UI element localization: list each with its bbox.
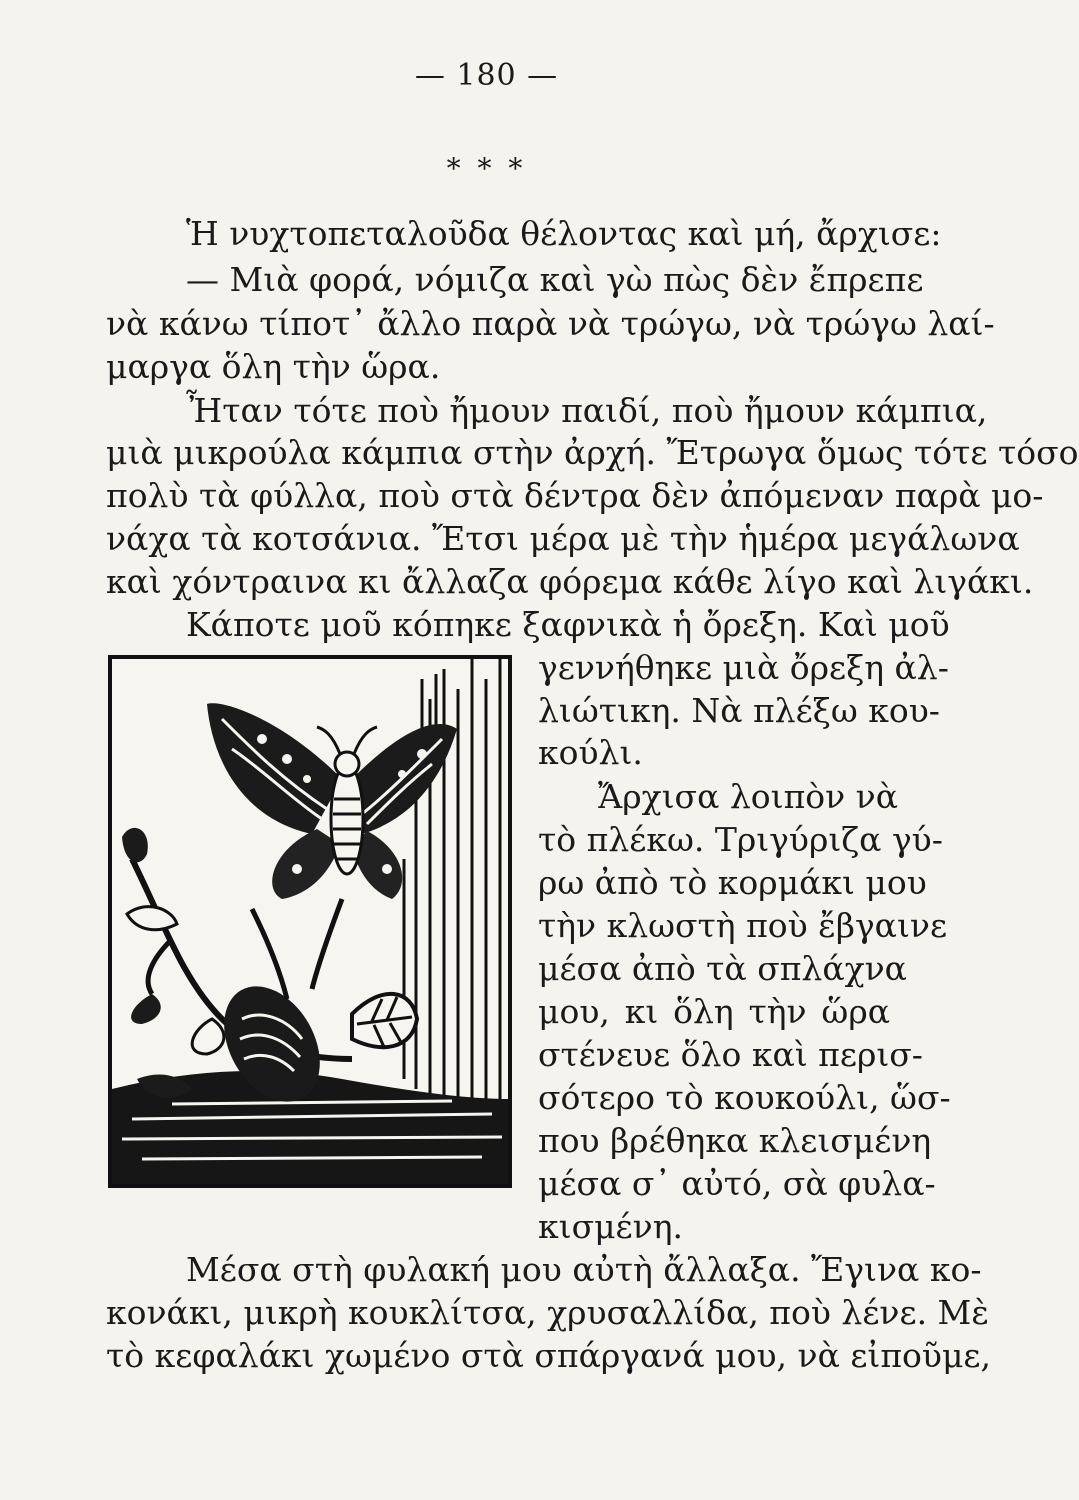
text-line: τὸ κεφαλάκι χωμένο στὰ σπάργανά μου, νὰ εἰποῦμε, xyxy=(106,1336,992,1375)
column-text-line: κισμένη. xyxy=(538,1207,683,1246)
text-line: καὶ χόντραινα κι ἄλλαζα φόρεμα κάθε λίγο καὶ λιγάκι. xyxy=(106,562,1034,601)
text-line: Μέσα στὴ φυλακή μου αὐτὴ ἄλλαξα. Ἔγινα κο- xyxy=(186,1250,982,1289)
column-text-line: που βρέθηκα κλεισμένη xyxy=(538,1121,932,1160)
column-text-line: στένευε ὅλο καὶ περισ- xyxy=(538,1035,923,1074)
text-line: — Μιὰ φορά, νόμιζα καὶ γὼ πὼς δὲν ἔπρεπε xyxy=(186,260,924,299)
text-line: μιὰ μικρούλα κάμπια στὴν ἀρχή. Ἔτρωγα ὅμως τότε τόσο xyxy=(106,433,1079,472)
column-text-line: Ἄρχισα λοιπὸν νὰ xyxy=(598,777,899,816)
text-line: νάχα τὰ κοτσάνια. Ἔτσι μέρα μὲ τὴν ἡμέρα μεγάλωνα xyxy=(106,519,1020,558)
column-text-line: μέσα ἀπὸ τὰ σπλάχνα xyxy=(538,949,907,988)
text-line: Ἦταν τότε ποὺ ἤμουν παιδί, ποὺ ἤμουν κάμπια, xyxy=(186,391,988,430)
column-text-line: σότερο τὸ κουκούλι, ὥσ- xyxy=(538,1078,951,1117)
section-separator: * * * xyxy=(446,152,527,185)
text-line: Ἡ νυχτοπεταλοῦδα θέλοντας καὶ μή, ἄρχισε: xyxy=(186,214,942,253)
column-text-line: γεννήθηκε μιὰ ὄρεξη ἀλ- xyxy=(538,648,949,687)
moth-woodcut-image xyxy=(112,659,508,1184)
column-text-line: ρω ἀπὸ τὸ κορμάκι μου xyxy=(538,863,927,902)
text-line: κονάκι, μικρὴ κουκλίτσα, χρυσαλλίδα, ποὺ λένε. Μὲ xyxy=(106,1293,990,1332)
text-line: νὰ κάνω τίποτ᾽ ἄλλο παρὰ νὰ τρώγω, νὰ τρώγω λαί- xyxy=(106,304,995,343)
text-line: μαργα ὅλη τὴν ὥρα. xyxy=(106,347,441,386)
column-text-line: τὸ πλέκω. Τριγύριζα γύ- xyxy=(538,820,943,859)
column-text-line: λιώτικη. Νὰ πλέξω κου- xyxy=(538,691,940,730)
column-text-line: μέσα σ᾽ αὐτό, σὰ φυλα- xyxy=(538,1164,936,1203)
column-text-line: τὴν κλωστὴ ποὺ ἔβγαινε xyxy=(538,906,948,945)
page-number: — 180 — xyxy=(414,58,559,93)
column-text-line: μου, κι ὅλη τὴν ὥρα xyxy=(538,992,890,1031)
moth-woodcut-illustration xyxy=(108,655,512,1188)
text-line: πολὺ τὰ φύλλα, ποὺ στὰ δέντρα δὲν ἀπόμεναν παρὰ μο- xyxy=(106,476,1044,515)
column-text-line: κούλι. xyxy=(538,733,643,772)
text-line: Κάποτε μοῦ κόπηκε ξαφνικὰ ἡ ὄρεξη. Καὶ μοῦ xyxy=(186,605,950,644)
